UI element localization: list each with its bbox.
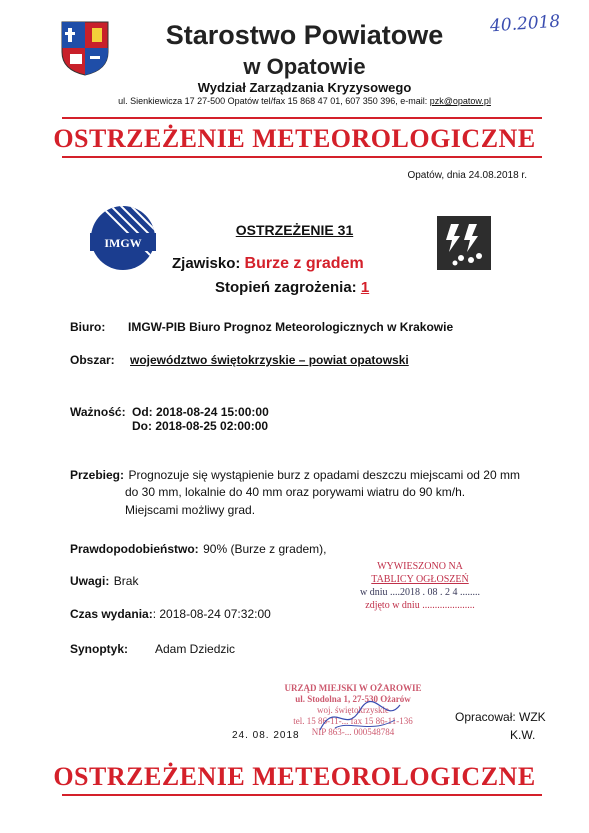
office-stamp-line-5: NIP 863-... 000548784 xyxy=(311,727,395,737)
prepared-initials: K.W. xyxy=(510,728,536,742)
phenomenon-label: Zjawisko: xyxy=(172,255,241,272)
banner-title-bottom: OSTRZEŻENIE METEOROLOGICZNE xyxy=(53,762,536,791)
department-name: Wydział Zarządzania Kryzysowego xyxy=(197,80,412,95)
warning-number: OSTRZEŻENIE 31 xyxy=(235,222,354,238)
office-stamp-line-4: tel. 15 86-11-... fax 15 86-11-136 xyxy=(293,716,413,726)
place-date: Opatów, dnia 24.08.2018 r. xyxy=(407,170,527,181)
office-title: Starostwo Powiatowe xyxy=(165,20,444,50)
top-divider xyxy=(62,117,542,119)
synoptic-label: Synoptyk: xyxy=(70,642,129,656)
storm-hail-icon xyxy=(437,216,491,270)
banner-title-top: OSTRZEŻENIE METEOROLOGICZNE xyxy=(53,124,536,153)
synoptic-row xyxy=(70,640,235,658)
office-subtitle: w Opatowie xyxy=(243,54,366,79)
posting-stamp xyxy=(355,560,485,612)
synoptic-value: Adam Dziedzic xyxy=(155,642,236,656)
office-value: IMGW-PIB Biuro Prognoz Meteorologicznych w Krakowie xyxy=(128,320,454,334)
validity-to: Do: 2018-08-25 02:00:00 xyxy=(132,419,269,433)
office-stamp-line-2: ul. Stodolna 1, 27-530 Ożarów xyxy=(295,694,411,704)
prepared-by: Opracował: WZK xyxy=(455,710,546,724)
posting-stamp-line-1: WYWIESZONO NA xyxy=(377,561,463,572)
phenomenon-value: Burze z gradem xyxy=(244,255,364,272)
course-line-3: Miejscami możliwy grad. xyxy=(125,503,256,517)
office-row xyxy=(70,318,453,336)
course-line-2: do 30 mm, lokalnie do 40 mm oraz porywami wiatru do 90 km/h. xyxy=(125,485,466,499)
banner-divider xyxy=(62,156,542,158)
office-stamp-line-3: woj. świętokrzyskie xyxy=(317,705,389,715)
posting-stamp-line-3: w dniu ....2018 . 08 . 2 4 ........ xyxy=(360,587,480,598)
bottom-divider xyxy=(62,794,542,796)
course-line-1: Prognozuje się wystąpienie burz z opadami deszczu miejscami od 20 mm xyxy=(128,468,520,482)
course-row xyxy=(70,466,545,484)
probability-label: Prawdopodobieństwo: xyxy=(70,542,199,556)
probability-value: 90% (Burze z gradem), xyxy=(203,542,327,556)
issued-label: Czas wydania: xyxy=(70,607,153,621)
issued-row xyxy=(70,605,271,623)
threat-level-value: 1 xyxy=(360,279,370,296)
office-label: Biuro: xyxy=(70,320,106,334)
area-row xyxy=(70,351,409,369)
probability-row xyxy=(70,540,327,558)
issued-value: : 2018-08-24 07:32:00 xyxy=(152,607,271,621)
office-stamp-date: 24. 08. 2018 xyxy=(232,730,300,741)
office-address xyxy=(0,96,589,106)
notes-value: Brak xyxy=(113,574,139,588)
email-link[interactable]: pzk@opatow.pl xyxy=(429,96,491,106)
posting-stamp-line-2: TABLICY OGŁOSZEŃ xyxy=(371,574,469,585)
course-label: Przebieg: xyxy=(70,468,125,482)
notes-row xyxy=(70,572,138,590)
office-stamp-line-1: URZĄD MIEJSKI W OŻAROWIE xyxy=(284,683,422,693)
handwritten-number: 40.2018 xyxy=(489,11,561,37)
notes-label: Uwagi: xyxy=(70,574,110,588)
imgw-logo-text: IMGW xyxy=(104,236,142,250)
imgw-logo-icon xyxy=(90,205,156,271)
address-text: ul. Sienkiewicza 17 27-500 Opatów tel/fax 15 868 47 01, 607 350 396, e-mail: xyxy=(118,96,430,106)
area-label: Obszar: xyxy=(70,353,115,367)
posting-stamp-line-4: zdjęto w dniu ..................... xyxy=(365,600,475,611)
area-value: województwo świętokrzyskie – powiat opatowski xyxy=(130,353,409,367)
validity-label: Ważność: xyxy=(70,405,126,419)
handwritten-signature xyxy=(315,690,405,740)
threat-level-label: Stopień zagrożenia: xyxy=(215,279,357,296)
threat-level xyxy=(215,279,369,296)
phenomenon xyxy=(172,255,364,273)
validity-from: Od: 2018-08-24 15:00:00 xyxy=(132,405,269,419)
